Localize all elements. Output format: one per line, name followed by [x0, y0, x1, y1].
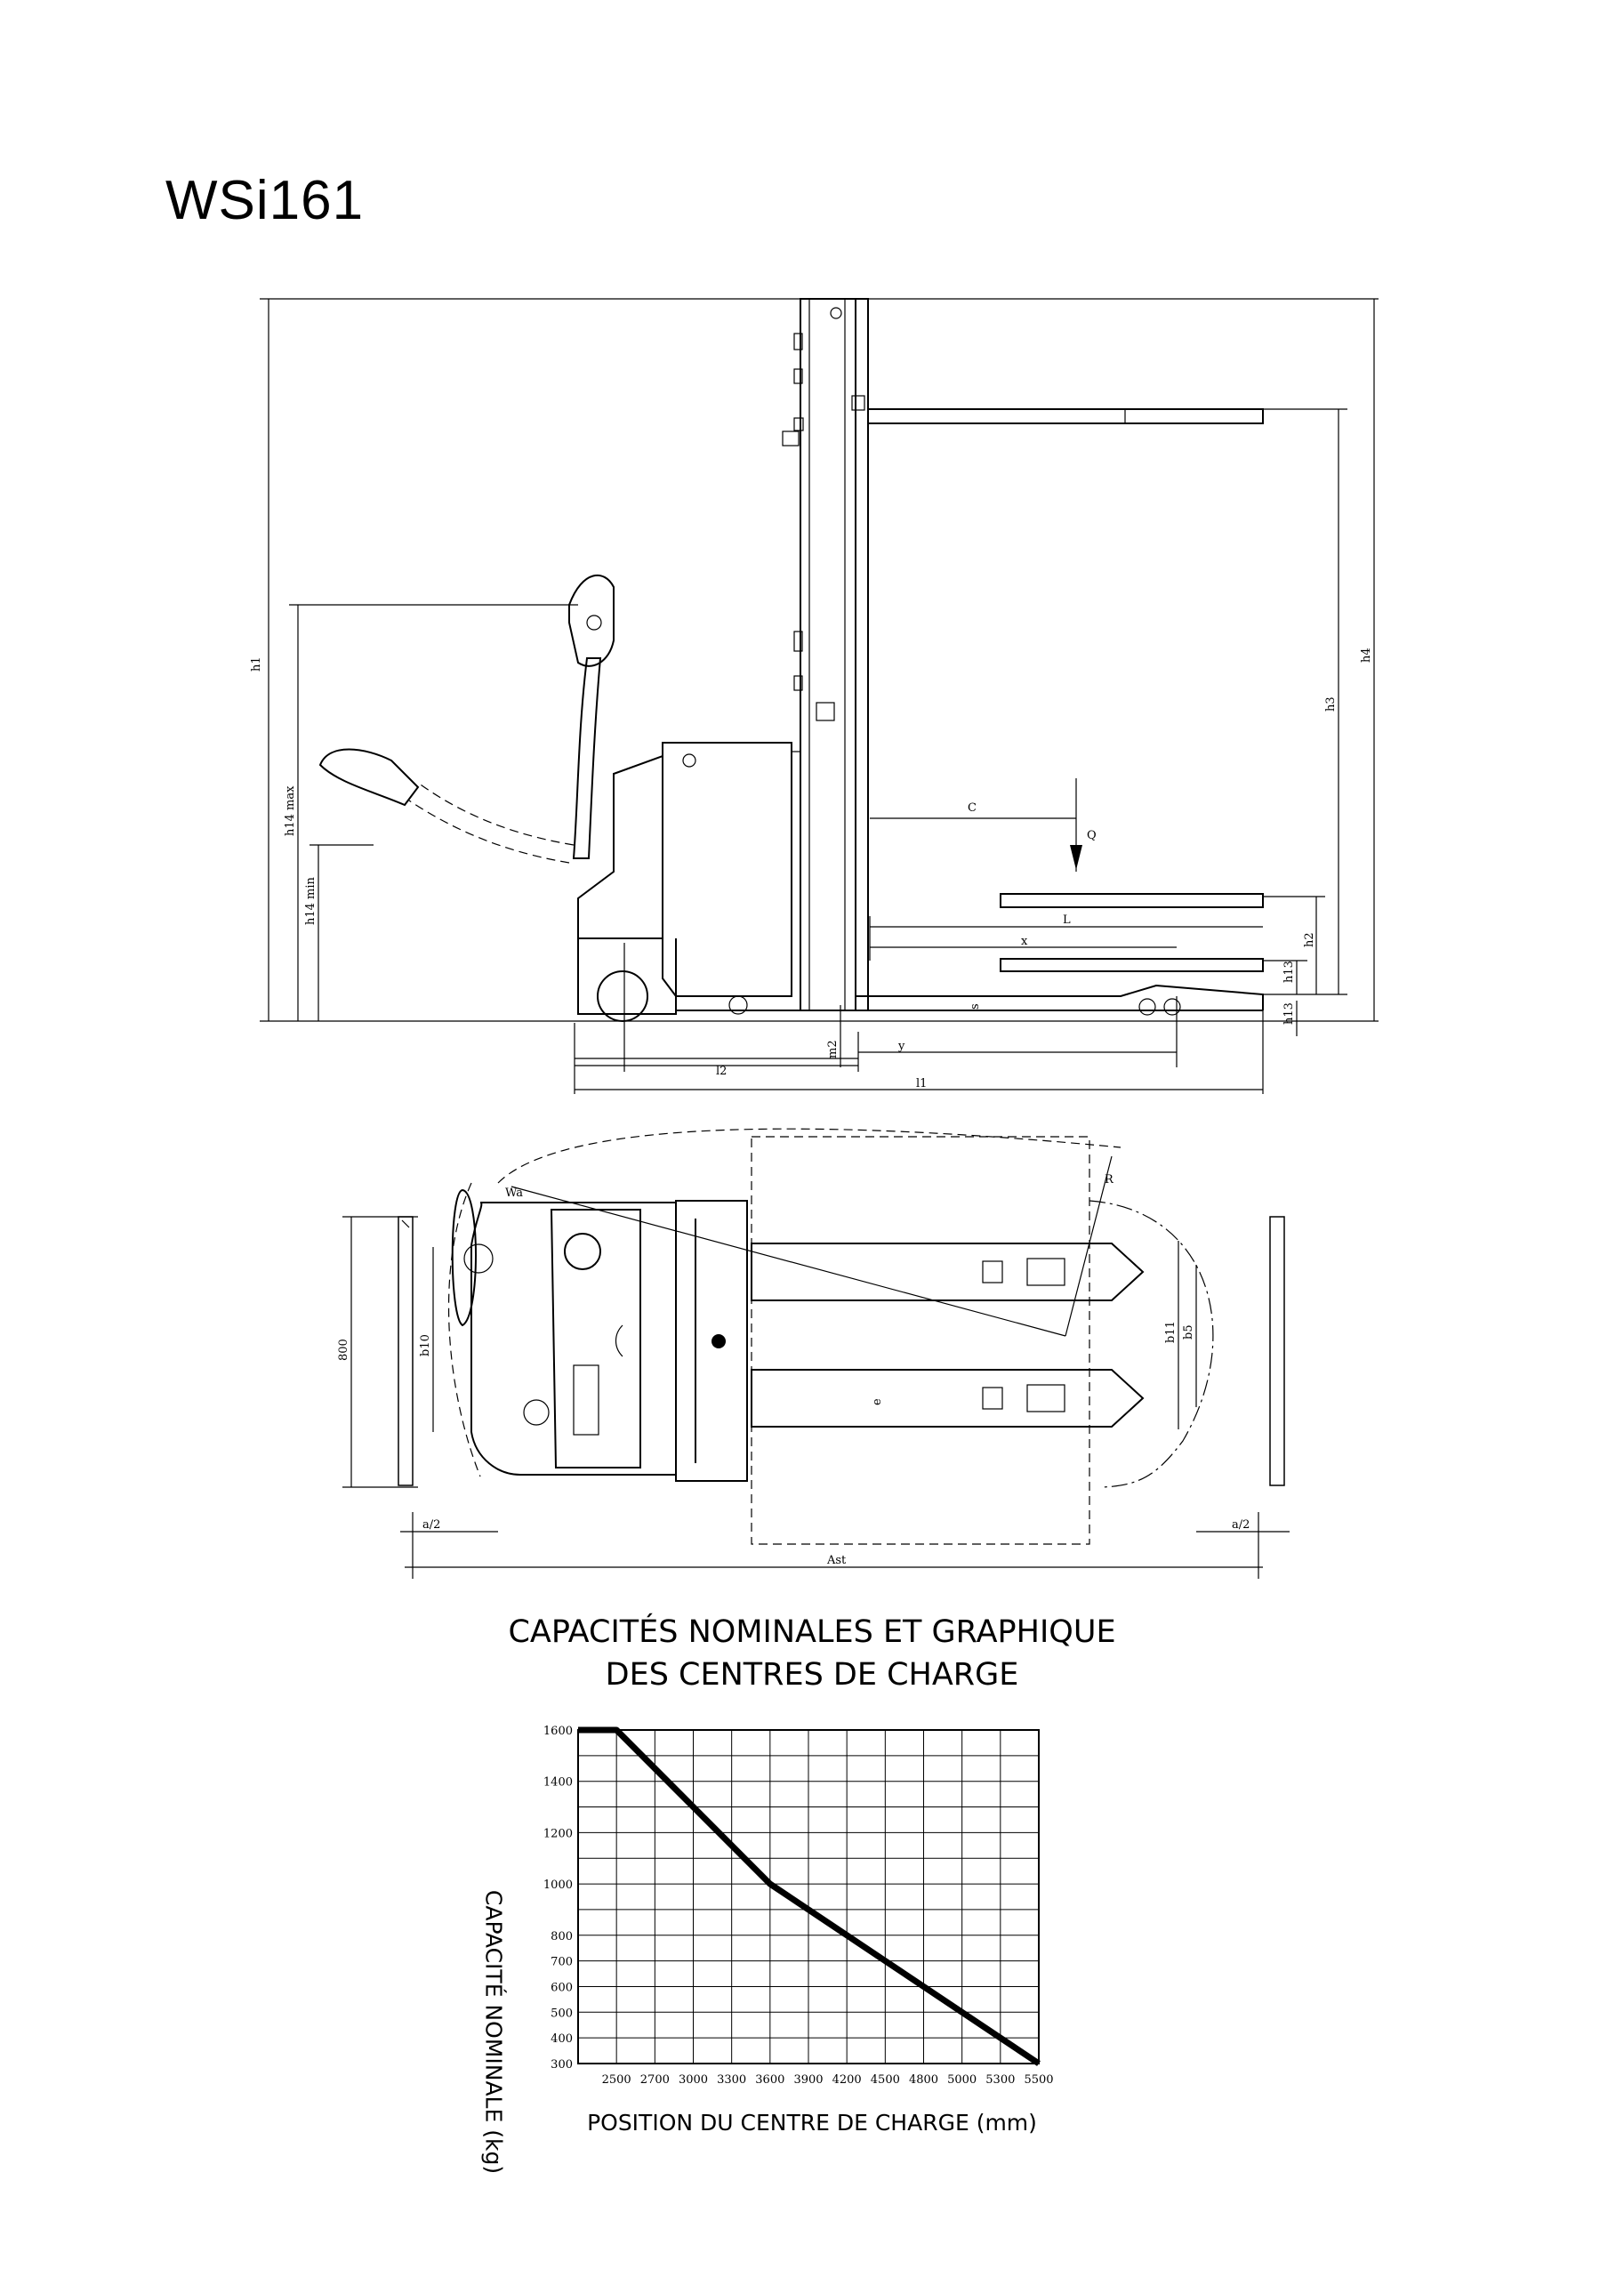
label-c: C	[968, 801, 977, 815]
label-y: y	[898, 1040, 905, 1053]
chart-title-line1: CAPACITÉS NOMINALES ET GRAPHIQUE	[508, 1614, 1116, 1650]
chart-x-tick-label: 5500	[1024, 2073, 1054, 2087]
label-h14-min: h14 min	[304, 877, 318, 925]
label-b10: b10	[419, 1334, 432, 1356]
top-view-drawing	[342, 1129, 1290, 1579]
side-view-raised-fork	[868, 299, 1263, 423]
chart-x-tick-label: 3900	[793, 2073, 824, 2087]
chart-data-point	[884, 1960, 886, 1962]
label-h13-upper: h13	[1282, 961, 1296, 983]
label-r: R	[1105, 1173, 1113, 1187]
chart-x-tick-label: 2500	[601, 2073, 631, 2087]
label-b11: b11	[1164, 1321, 1178, 1343]
chart-x-tick-label: 4200	[832, 2073, 862, 2087]
chart-x-tick-label: 4800	[908, 2073, 939, 2087]
capacity-chart	[543, 1725, 1054, 2087]
label-ast: Ast	[827, 1554, 847, 1567]
chart-x-tick-label: 3300	[717, 2073, 747, 2087]
side-view-dimension-labels	[250, 648, 1373, 1090]
chart-x-tick-label: 2700	[639, 2073, 670, 2087]
label-l: L	[1063, 913, 1071, 927]
chart-y-tick-label: 500	[551, 2007, 573, 2021]
label-h2: h2	[1303, 932, 1316, 947]
label-h1: h1	[250, 656, 263, 672]
chart-y-tick-label: 800	[551, 1929, 573, 1943]
label-l2: l2	[716, 1065, 728, 1078]
label-a2-left: a/2	[422, 1518, 441, 1532]
chart-x-tick-label: 3600	[755, 2073, 785, 2087]
label-q: Q	[1087, 829, 1097, 842]
chart-x-tick-label: 4500	[870, 2073, 900, 2087]
model-title: WSi161	[165, 170, 365, 231]
chart-x-axis-label: POSITION DU CENTRE DE CHARGE (mm)	[587, 2110, 1037, 2136]
chart-x-tick-label: 5000	[947, 2073, 977, 2087]
label-a2-right: a/2	[1232, 1518, 1250, 1532]
chart-y-tick-label: 600	[551, 1981, 573, 1995]
label-800: 800	[337, 1339, 350, 1361]
chart-data-point	[615, 1729, 617, 1731]
chart-y-tick-label: 1400	[543, 1775, 573, 1790]
chart-y-tick-label: 400	[551, 2032, 573, 2047]
label-e: e	[871, 1398, 884, 1405]
label-h14-max: h14 max	[284, 785, 297, 836]
label-m2: m2	[826, 1040, 840, 1058]
side-view-body	[578, 743, 1263, 1021]
label-x: x	[1021, 935, 1028, 948]
chart-y-tick-label: 300	[551, 2058, 573, 2072]
chart-y-tick-label: 1000	[543, 1879, 573, 1893]
chart-data-point	[577, 1729, 579, 1731]
label-h4: h4	[1360, 648, 1373, 663]
side-view-mast	[783, 299, 868, 1010]
chart-title-line2: DES CENTRES DE CHARGE	[605, 1657, 1019, 1693]
chart-y-axis-label: CAPACITÉ NOMINALE (kg)	[480, 1889, 507, 2175]
label-h13-lower: h13	[1282, 1002, 1296, 1025]
label-wa: Wa	[505, 1187, 523, 1200]
chart-data-point	[1038, 2063, 1040, 2064]
chart-y-tick-label: 1200	[543, 1827, 573, 1841]
label-b5: b5	[1182, 1324, 1195, 1340]
chart-data-point	[769, 1883, 771, 1885]
chart-x-tick-label: 5300	[985, 2073, 1016, 2087]
label-l1: l1	[916, 1077, 928, 1090]
label-h3: h3	[1324, 696, 1338, 712]
chart-y-tick-label: 1600	[543, 1725, 573, 1738]
chart-x-tick-label: 3000	[678, 2073, 709, 2087]
side-view-dimension-lines	[260, 299, 1379, 1094]
chart-y-tick-label: 700	[551, 1955, 573, 1969]
label-s: s	[969, 1003, 982, 1010]
side-view-tiller	[320, 575, 614, 863]
